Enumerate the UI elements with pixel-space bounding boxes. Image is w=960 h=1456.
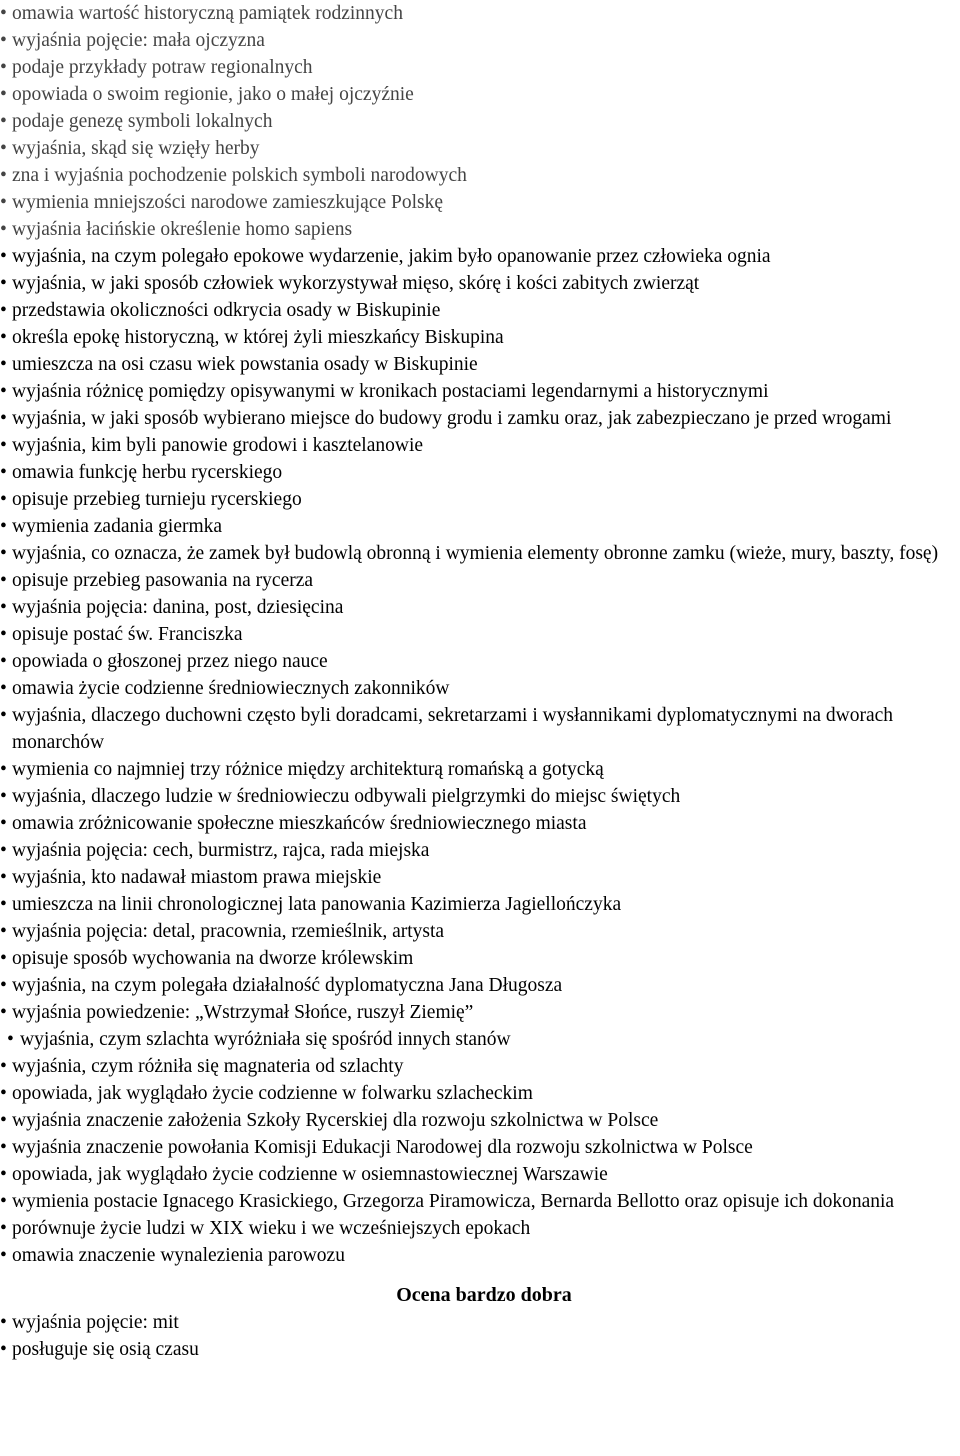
list-item: • wyjaśnia pojęcia: danina, post, dziesięcina xyxy=(0,594,960,621)
list-item: • wyjaśnia pojęcia: detal, pracownia, rzemieślnik, artysta xyxy=(0,918,960,945)
list-item: • wymienia co najmniej trzy różnice między architekturą romańską a gotycką xyxy=(0,756,960,783)
list-item: • umieszcza na osi czasu wiek powstania osady w Biskupinie xyxy=(0,351,960,378)
list-item: • omawia życie codzienne średniowiecznych zakonników xyxy=(0,675,960,702)
list-item: • opowiada o swoim regionie, jako o małej ojczyźnie xyxy=(0,81,960,108)
list-item: • opisuje przebieg turnieju rycerskiego xyxy=(0,486,960,513)
list-item: • wyjaśnia, na czym polegało epokowe wydarzenie, jakim było opanowanie przez człowieka ognia xyxy=(0,243,960,270)
list-item: • wyjaśnia pojęcia: cech, burmistrz, rajca, rada miejska xyxy=(0,837,960,864)
list-item: • opisuje sposób wychowania na dworze królewskim xyxy=(0,945,960,972)
list-item: • opisuje postać św. Franciszka xyxy=(0,621,960,648)
list-item: • wyjaśnia pojęcie: mit xyxy=(0,1309,960,1336)
list-item: • wymienia mniejszości narodowe zamieszkujące Polskę xyxy=(0,189,960,216)
list-item: • umieszcza na linii chronologicznej lata panowania Kazimierza Jagiellończyka xyxy=(0,891,960,918)
list-item: • zna i wyjaśnia pochodzenie polskich symboli narodowych xyxy=(0,162,960,189)
list-item: • wyjaśnia pojęcie: mała ojczyzna xyxy=(0,27,960,54)
list-item: • wymienia zadania giermka xyxy=(0,513,960,540)
list-item: • posługuje się osią czasu xyxy=(0,1336,960,1363)
list-item: • wyjaśnia łacińskie określenie homo sapiens xyxy=(0,216,960,243)
list-item: • wyjaśnia, co oznacza, że zamek był budowlą obronną i wymienia elementy obronne zamku (wieże, mury, baszty, fosę) xyxy=(0,540,960,567)
requirements-list-bottom xyxy=(0,1309,960,1363)
list-item: • wyjaśnia, dlaczego ludzie w średniowieczu odbywali pielgrzymki do miejsc świętych xyxy=(0,783,960,810)
list-item: • wyjaśnia, czym różniła się magnateria od szlachty xyxy=(0,1053,960,1080)
list-item: • omawia wartość historyczną pamiątek rodzinnych xyxy=(0,0,960,27)
list-item: • wyjaśnia, kto nadawał miastom prawa miejskie xyxy=(0,864,960,891)
list-item: • podaje przykłady potraw regionalnych xyxy=(0,54,960,81)
list-item: • wyjaśnia, w jaki sposób wybierano miejsce do budowy grodu i zamku oraz, jak zabezpieczano je przed wrogami xyxy=(0,405,960,432)
list-item: • wyjaśnia, w jaki sposób człowiek wykorzystywał mięso, skórę i kości zabitych zwierząt xyxy=(0,270,960,297)
list-item: • omawia znaczenie wynalezienia parowozu xyxy=(0,1242,960,1269)
list-item: • wyjaśnia różnicę pomiędzy opisywanymi w kronikach postaciami legendarnymi a historycznymi xyxy=(0,378,960,405)
list-item: • opowiada, jak wyglądało życie codzienne w folwarku szlacheckim xyxy=(0,1080,960,1107)
list-item: • wyjaśnia znaczenie założenia Szkoły Rycerskiej dla rozwoju szkolnictwa w Polsce xyxy=(0,1107,960,1134)
list-item: • opowiada, jak wyglądało życie codzienne w osiemnastowiecznej Warszawie xyxy=(0,1161,960,1188)
list-item: • omawia zróżnicowanie społeczne mieszkańców średniowiecznego miasta xyxy=(0,810,960,837)
list-item: • określa epokę historyczną, w której żyli mieszkańcy Biskupina xyxy=(0,324,960,351)
list-item: • wyjaśnia, skąd się wzięły herby xyxy=(0,135,960,162)
list-item: • opowiada o głoszonej przez niego nauce xyxy=(0,648,960,675)
section-heading: Ocena bardzo dobra xyxy=(396,1284,572,1306)
list-item: • wyjaśnia powiedzenie: „Wstrzymał Słońce, ruszył Ziemię” xyxy=(0,999,960,1026)
list-item: • wyjaśnia, kim byli panowie grodowi i kasztelanowie xyxy=(0,432,960,459)
list-item: • wyjaśnia znaczenie powołania Komisji Edukacji Narodowej dla rozwoju szkolnictwa w Polsce xyxy=(0,1134,960,1161)
list-item: • podaje genezę symboli lokalnych xyxy=(0,108,960,135)
list-item: • wyjaśnia, na czym polegała działalność dyplomatyczna Jana Długosza xyxy=(0,972,960,999)
list-item: • porównuje życie ludzi w XIX wieku i we wcześniejszych epokach xyxy=(0,1215,960,1242)
list-item: • wyjaśnia, czym szlachta wyróżniała się spośród innych stanów xyxy=(0,1026,960,1053)
list-item: • opisuje przebieg pasowania na rycerza xyxy=(0,567,960,594)
list-item: • wymienia postacie Ignacego Krasickiego, Grzegorza Piramowicza, Bernarda Bellotto oraz opisuje ich dokonania xyxy=(0,1188,960,1215)
list-item: • przedstawia okoliczności odkrycia osady w Biskupinie xyxy=(0,297,960,324)
list-item: • wyjaśnia, dlaczego duchowni często byli doradcami, sekretarzami i wysłannikami dyplomatycznymi na dworach monarchów xyxy=(0,702,960,756)
list-item: • omawia funkcję herbu rycerskiego xyxy=(0,459,960,486)
